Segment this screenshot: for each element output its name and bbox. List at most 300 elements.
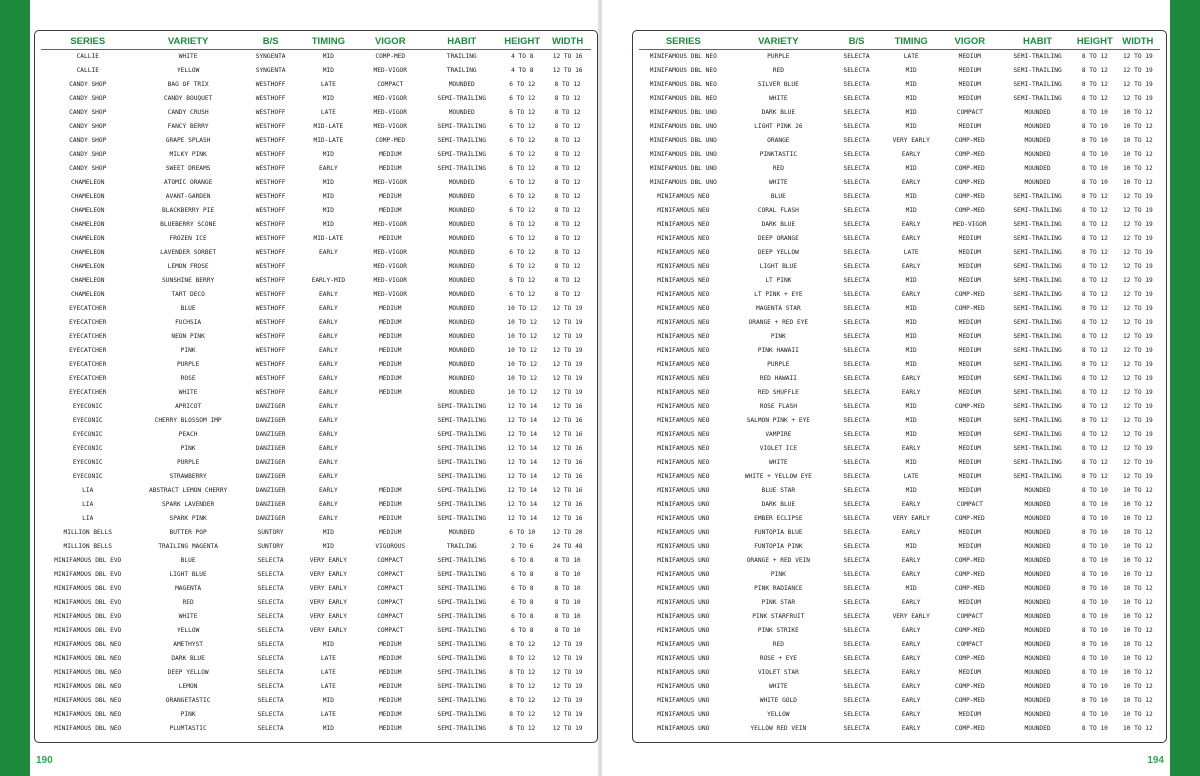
width-cell: 8 TO 10 — [554, 585, 581, 592]
height-cell: 6 TO 12 — [509, 81, 536, 88]
height-cell: 8 TO 10 — [1081, 627, 1108, 634]
breeder-cell: SELECTA — [843, 543, 870, 550]
series-cell: MINIFAMOUS UNO — [657, 641, 710, 648]
habit-cell: MOUNDED — [448, 235, 475, 242]
vigor-cell: MEDIUM — [958, 249, 981, 256]
width-cell: 12 TO 19 — [1122, 207, 1153, 214]
variety-cell: APRICOT — [175, 403, 202, 410]
habit-cell: MOUNDED — [1024, 725, 1051, 732]
height-cell: 12 TO 14 — [507, 403, 538, 410]
series-cell: EYECONIC — [72, 445, 103, 452]
height-cell: 8 TO 10 — [1081, 711, 1108, 718]
width-cell: 8 TO 12 — [554, 179, 581, 186]
table-row — [639, 526, 1160, 540]
series-cell: MINIFAMOUS DBL NEO — [54, 711, 122, 718]
width-cell: 8 TO 10 — [554, 557, 581, 564]
width-cell: 12 TO 19 — [552, 333, 583, 340]
height-cell: 8 TO 10 — [1081, 641, 1108, 648]
table-row — [639, 470, 1160, 484]
height-cell: 8 TO 10 — [1081, 515, 1108, 522]
timing-cell: MID-LATE — [313, 235, 344, 242]
habit-cell: SEMI-TRAILING — [437, 627, 486, 634]
table-row — [639, 50, 1160, 65]
breeder-cell: WESTHOFF — [255, 263, 286, 270]
table-row — [639, 134, 1160, 148]
height-cell: 8 TO 10 — [1081, 123, 1108, 130]
breeder-cell: WESTHOFF — [255, 151, 286, 158]
vigor-cell: MEDIUM — [958, 669, 981, 676]
series-cell: MINIFAMOUS DBL NEO — [54, 683, 122, 690]
breeder-cell: SELECTA — [843, 305, 870, 312]
habit-cell: MOUNDED — [448, 277, 475, 284]
habit-cell: MOUNDED — [448, 109, 475, 116]
vigor-cell: MEDIUM — [379, 305, 402, 312]
timing-cell: EARLY — [901, 501, 921, 508]
variety-cell: ATOMIC ORANGE — [163, 179, 213, 186]
table-row — [41, 246, 591, 260]
height-cell: 8 TO 12 — [509, 655, 536, 662]
height-cell: 10 TO 12 — [507, 319, 538, 326]
series-cell: MINIFAMOUS DBL NEO — [649, 67, 717, 74]
variety-cell: TRAILING MAGENTA — [158, 543, 218, 550]
variety-cell: BLUE — [180, 305, 196, 312]
series-cell: LIA — [82, 487, 94, 494]
table-row — [41, 204, 591, 218]
breeder-cell: SELECTA — [843, 179, 870, 186]
table-row — [639, 260, 1160, 274]
table-row — [639, 680, 1160, 694]
variety-cell: SPARK PINK — [169, 515, 207, 522]
variety-cell: MAGENTA — [175, 585, 202, 592]
series-cell: CANDY SHOP — [69, 151, 107, 158]
timing-cell: EARLY — [901, 375, 921, 382]
breeder-cell: WESTHOFF — [255, 277, 286, 284]
habit-cell: SEMI-TRAILING — [437, 123, 486, 130]
vigor-cell: MEDIUM — [958, 263, 981, 270]
height-cell: 8 TO 12 — [509, 641, 536, 648]
series-cell: MINIFAMOUS NEO — [657, 459, 710, 466]
series-cell: MINIFAMOUS DBL NEO — [649, 81, 717, 88]
table-row — [41, 484, 591, 498]
table-row — [41, 288, 591, 302]
vigor-cell: MED-VIGOR — [373, 179, 408, 186]
vigor-cell: MED-VIGOR — [373, 221, 408, 228]
timing-cell: MID — [905, 347, 917, 354]
height-cell: 8 TO 10 — [1081, 179, 1108, 186]
breeder-cell: SELECTA — [843, 515, 870, 522]
habit-cell: SEMI-TRAILING — [437, 403, 486, 410]
series-cell: EYECONIC — [72, 431, 103, 438]
variety-cell: BLACKBERRY PIE — [162, 207, 215, 214]
vigor-cell: MEDIUM — [379, 319, 402, 326]
height-cell: 12 TO 14 — [507, 515, 538, 522]
variety-cell: RED HAWAII — [759, 375, 797, 382]
table-row — [639, 596, 1160, 610]
timing-cell: VERY EARLY — [309, 585, 347, 592]
table-row — [639, 652, 1160, 666]
habit-cell: SEMI-TRAILING — [437, 669, 486, 676]
variety-cell: PEACH — [178, 431, 198, 438]
height-cell: 8 TO 12 — [1081, 277, 1108, 284]
width-cell: 12 TO 19 — [552, 683, 583, 690]
variety-cell: SWEET DREAMS — [165, 165, 211, 172]
series-cell: EYECATCHER — [69, 319, 107, 326]
breeder-cell: SELECTA — [843, 221, 870, 228]
table-row — [639, 568, 1160, 582]
series-cell: CHAMELEON — [70, 179, 105, 186]
breeder-cell: WESTHOFF — [255, 207, 286, 214]
vigor-cell: MEDIUM — [379, 193, 402, 200]
habit-cell: SEMI-TRAILING — [437, 501, 486, 508]
vigor-cell: MEDIUM — [958, 81, 981, 88]
timing-cell: MID-LATE — [313, 137, 344, 144]
height-cell: 8 TO 12 — [1081, 207, 1108, 214]
series-cell: EYECATCHER — [69, 333, 107, 340]
variety-cell: ORANGE — [767, 137, 790, 144]
breeder-cell: SELECTA — [843, 487, 870, 494]
habit-cell: SEMI-TRAILING — [437, 655, 486, 662]
timing-cell: LATE — [320, 683, 336, 690]
column-header-breeder: B/S — [829, 35, 884, 50]
height-cell: 8 TO 10 — [1081, 165, 1108, 172]
series-cell: MINIFAMOUS UNO — [657, 711, 710, 718]
breeder-cell: WESTHOFF — [255, 347, 286, 354]
column-header-breeder: B/S — [242, 35, 300, 50]
breeder-cell: SELECTA — [843, 599, 870, 606]
breeder-cell: SELECTA — [257, 683, 284, 690]
height-cell: 8 TO 12 — [509, 683, 536, 690]
variety-cell: FUNTOPIA BLUE — [754, 529, 803, 536]
breeder-cell: WESTHOFF — [255, 165, 286, 172]
width-cell: 12 TO 16 — [552, 473, 583, 480]
vigor-cell: MEDIUM — [379, 641, 402, 648]
breeder-cell: WESTHOFF — [255, 137, 286, 144]
habit-cell: MOUNDED — [1024, 683, 1051, 690]
table-row — [41, 92, 591, 106]
breeder-cell: SELECTA — [257, 725, 284, 732]
variety-cell: NEON PINK — [171, 333, 205, 340]
table-row — [41, 260, 591, 274]
table-row — [41, 330, 591, 344]
width-cell: 12 TO 16 — [552, 459, 583, 466]
width-cell: 10 TO 12 — [1122, 655, 1153, 662]
table-row — [41, 610, 591, 624]
width-cell: 10 TO 12 — [1122, 501, 1153, 508]
habit-cell: MOUNDED — [448, 263, 475, 270]
vigor-cell: MEDIUM — [958, 445, 981, 452]
vigor-cell: COMP-MED — [954, 515, 985, 522]
variety-cell: SILVER BLUE — [757, 81, 799, 88]
series-cell: MINIFAMOUS DBL NEO — [54, 655, 122, 662]
variety-cell: DARK BLUE — [171, 655, 205, 662]
timing-cell — [300, 260, 358, 274]
table-row — [41, 694, 591, 708]
breeder-cell: SELECTA — [257, 627, 284, 634]
timing-cell: MID — [905, 333, 917, 340]
timing-cell: MID — [905, 459, 917, 466]
vigor-cell: COMP-MED — [954, 585, 985, 592]
breeder-cell: SELECTA — [257, 571, 284, 578]
height-cell: 8 TO 10 — [1081, 109, 1108, 116]
vigor-cell: MEDIUM — [379, 683, 402, 690]
habit-cell: MOUNDED — [448, 333, 475, 340]
height-cell: 6 TO 8 — [511, 557, 534, 564]
vigor-cell — [357, 400, 423, 414]
width-cell: 12 TO 19 — [1122, 277, 1153, 284]
width-cell: 12 TO 19 — [1122, 95, 1153, 102]
height-cell: 6 TO 12 — [509, 165, 536, 172]
series-cell: MINIFAMOUS UNO — [657, 599, 710, 606]
vigor-cell: MEDIUM — [379, 655, 402, 662]
vigor-cell: COMP-MED — [954, 165, 985, 172]
variety-cell: VIOLET ICE — [759, 445, 797, 452]
timing-cell: VERY EARLY — [892, 137, 930, 144]
page-number: 190 — [36, 755, 53, 766]
habit-cell: SEMI-TRAILING — [437, 473, 486, 480]
vigor-cell: MEDIUM — [958, 67, 981, 74]
variety-cell: PINK STARFRUIT — [752, 613, 805, 620]
width-cell: 12 TO 19 — [552, 641, 583, 648]
habit-cell: SEMI-TRAILING — [1013, 277, 1062, 284]
timing-cell: MID — [322, 641, 334, 648]
variety-cell: RED — [772, 67, 784, 74]
height-cell: 6 TO 12 — [509, 277, 536, 284]
timing-cell: EARLY — [901, 151, 921, 158]
series-cell: EYECONIC — [72, 459, 103, 466]
series-cell: EYECATCHER — [69, 361, 107, 368]
breeder-cell: SELECTA — [843, 683, 870, 690]
table-row — [639, 708, 1160, 722]
series-cell: MINIFAMOUS DBL EVO — [54, 585, 122, 592]
variety-cell: CANDY BOUQUET — [163, 95, 213, 102]
breeder-cell: WESTHOFF — [255, 179, 286, 186]
breeder-cell: SYNGENTA — [255, 67, 286, 74]
breeder-cell: SELECTA — [843, 697, 870, 704]
height-cell: 8 TO 12 — [509, 697, 536, 704]
breeder-cell: DANZIGER — [255, 403, 286, 410]
series-cell: MINIFAMOUS NEO — [657, 249, 710, 256]
table-row — [41, 316, 591, 330]
variety-cell: PINK — [770, 333, 786, 340]
column-header-variety: VARIETY — [135, 35, 242, 50]
breeder-cell: WESTHOFF — [255, 123, 286, 130]
breeder-cell: SELECTA — [843, 291, 870, 298]
timing-cell: MID — [322, 193, 334, 200]
table-row — [41, 134, 591, 148]
breeder-cell: DANZIGER — [255, 459, 286, 466]
width-cell: 12 TO 19 — [1122, 459, 1153, 466]
vigor-cell: MED-VIGOR — [373, 277, 408, 284]
series-cell: CHAMELEON — [70, 277, 105, 284]
height-cell: 12 TO 14 — [507, 431, 538, 438]
width-cell: 8 TO 12 — [554, 221, 581, 228]
variety-cell: PINK STAR — [761, 599, 796, 606]
timing-cell: EARLY — [319, 333, 338, 340]
breeder-cell: DANZIGER — [255, 515, 286, 522]
variety-cell: WHITE — [178, 389, 198, 396]
series-cell: MINIFAMOUS UNO — [657, 557, 710, 564]
timing-cell: MID — [905, 277, 917, 284]
height-cell: 4 TO 8 — [511, 67, 534, 74]
habit-cell: TRAILING — [446, 67, 477, 74]
timing-cell: EARLY — [319, 319, 338, 326]
height-cell: 6 TO 12 — [509, 123, 536, 130]
variety-cell: PURPLE — [176, 361, 200, 368]
timing-cell: EARLY — [901, 235, 921, 242]
table-row — [639, 274, 1160, 288]
width-cell: 10 TO 12 — [1122, 571, 1153, 578]
habit-cell: MOUNDED — [1024, 165, 1051, 172]
habit-cell: SEMI-TRAILING — [437, 515, 486, 522]
variety-cell: PURPLE — [767, 361, 790, 368]
table-row — [41, 78, 591, 92]
series-cell: MINIFAMOUS UNO — [657, 613, 710, 620]
table-row — [41, 302, 591, 316]
variety-cell: ROSE FLASH — [759, 403, 797, 410]
breeder-cell: SELECTA — [257, 557, 284, 564]
table-row — [639, 120, 1160, 134]
timing-cell: EARLY — [319, 165, 338, 172]
timing-cell: MID — [905, 487, 917, 494]
series-cell: MINIFAMOUS UNO — [657, 487, 710, 494]
timing-cell: EARLY — [319, 473, 338, 480]
habit-cell: SEMI-TRAILING — [1013, 67, 1062, 74]
table-row — [639, 722, 1160, 736]
vigor-cell: MEDIUM — [958, 529, 981, 536]
variety-cell: RED — [182, 599, 194, 606]
series-cell: MINIFAMOUS DBL NEO — [649, 95, 717, 102]
vigor-cell — [357, 470, 423, 484]
series-cell: CALLIE — [76, 67, 99, 74]
table-row — [639, 316, 1160, 330]
series-cell: CHAMELEON — [70, 291, 105, 298]
habit-cell: SEMI-TRAILING — [1013, 389, 1062, 396]
right-green-band — [1170, 0, 1200, 776]
breeder-cell: WESTHOFF — [255, 249, 286, 256]
breeder-cell: SELECTA — [843, 151, 870, 158]
table-row — [41, 708, 591, 722]
variety-cell: WHITE — [769, 179, 788, 186]
height-cell: 8 TO 12 — [1081, 473, 1108, 480]
habit-cell: SEMI-TRAILING — [437, 571, 486, 578]
timing-cell: EARLY — [319, 347, 338, 354]
variety-cell: DARK BLUE — [761, 221, 796, 228]
width-cell: 8 TO 12 — [554, 249, 581, 256]
column-header-width: WIDTH — [1116, 35, 1160, 50]
width-cell: 10 TO 12 — [1122, 669, 1153, 676]
vigor-cell: COMP-MED — [375, 53, 406, 60]
width-cell: 10 TO 12 — [1122, 179, 1153, 186]
width-cell: 8 TO 12 — [554, 193, 581, 200]
height-cell: 8 TO 12 — [509, 725, 536, 732]
series-cell: MINIFAMOUS DBL EVO — [54, 599, 122, 606]
habit-cell: SEMI-TRAILING — [1013, 53, 1062, 60]
habit-cell: SEMI-TRAILING — [1013, 347, 1062, 354]
vigor-cell — [357, 428, 423, 442]
vigor-cell: MEDIUM — [379, 333, 402, 340]
table-row — [41, 358, 591, 372]
height-cell: 6 TO 12 — [509, 263, 536, 270]
vigor-cell: COMP-MED — [954, 725, 985, 732]
width-cell: 10 TO 12 — [1122, 109, 1153, 116]
timing-cell: EARLY — [901, 529, 921, 536]
variety-cell: FUNTOPIA PINK — [754, 543, 803, 550]
series-cell: MINIFAMOUS NEO — [657, 263, 710, 270]
breeder-cell: SELECTA — [843, 123, 870, 130]
height-cell: 12 TO 14 — [507, 417, 538, 424]
habit-cell: SEMI-TRAILING — [437, 683, 486, 690]
variety-cell: DEEP YELLOW — [757, 249, 799, 256]
timing-cell: LATE — [320, 669, 336, 676]
table-row — [41, 218, 591, 232]
timing-cell: MID — [905, 585, 917, 592]
timing-cell: EARLY — [901, 683, 921, 690]
table-row — [41, 554, 591, 568]
table-row — [41, 680, 591, 694]
width-cell: 12 TO 19 — [1122, 249, 1153, 256]
height-cell: 8 TO 12 — [1081, 319, 1108, 326]
table-row — [41, 540, 591, 554]
series-cell: CANDY SHOP — [69, 109, 107, 116]
series-cell: MINIFAMOUS DBL UNO — [649, 137, 717, 144]
series-cell: MINIFAMOUS NEO — [657, 431, 710, 438]
height-cell: 6 TO 12 — [509, 291, 536, 298]
table-row — [41, 596, 591, 610]
width-cell: 8 TO 10 — [554, 627, 581, 634]
table-row — [41, 638, 591, 652]
series-cell: MINIFAMOUS DBL UNO — [649, 151, 717, 158]
width-cell: 10 TO 12 — [1122, 613, 1153, 620]
timing-cell: MID — [322, 529, 334, 536]
table-row — [41, 414, 591, 428]
width-cell: 10 TO 12 — [1122, 627, 1153, 634]
width-cell: 10 TO 12 — [1122, 585, 1153, 592]
width-cell: 12 TO 16 — [552, 487, 583, 494]
height-cell: 8 TO 10 — [1081, 529, 1108, 536]
variety-cell: LIGHT PINK 26 — [754, 123, 803, 130]
timing-cell: VERY EARLY — [309, 599, 347, 606]
vigor-cell: MEDIUM — [379, 711, 402, 718]
height-cell: 6 TO 12 — [509, 109, 536, 116]
series-cell: MINIFAMOUS UNO — [657, 501, 710, 508]
variety-cell: FUCHSIA — [175, 319, 202, 326]
habit-cell: SEMI-TRAILING — [437, 459, 486, 466]
width-cell: 10 TO 12 — [1122, 151, 1153, 158]
vigor-cell: MEDIUM — [958, 347, 981, 354]
breeder-cell: SELECTA — [843, 655, 870, 662]
variety-cell: ORANGE + RED VEIN — [746, 557, 811, 564]
width-cell: 8 TO 12 — [554, 291, 581, 298]
width-cell: 10 TO 12 — [1122, 711, 1153, 718]
table-row — [639, 218, 1160, 232]
habit-cell: MOUNDED — [1024, 487, 1051, 494]
table-row — [639, 624, 1160, 638]
timing-cell: MID — [905, 123, 917, 130]
width-cell: 10 TO 12 — [1122, 543, 1153, 550]
width-cell: 8 TO 10 — [554, 613, 581, 620]
height-cell: 8 TO 12 — [1081, 193, 1108, 200]
variety-cell: ROSE + EYE — [759, 655, 797, 662]
habit-cell: MOUNDED — [1024, 123, 1051, 130]
vigor-cell: MEDIUM — [958, 95, 981, 102]
variety-cell: BAG OF TRIX — [167, 81, 209, 88]
variety-cell: PLUMTASTIC — [169, 725, 207, 732]
height-cell: 6 TO 8 — [511, 613, 534, 620]
table-row — [639, 176, 1160, 190]
table-row — [41, 456, 591, 470]
variety-cell: YELLOW — [176, 627, 200, 634]
height-cell: 8 TO 10 — [1081, 655, 1108, 662]
